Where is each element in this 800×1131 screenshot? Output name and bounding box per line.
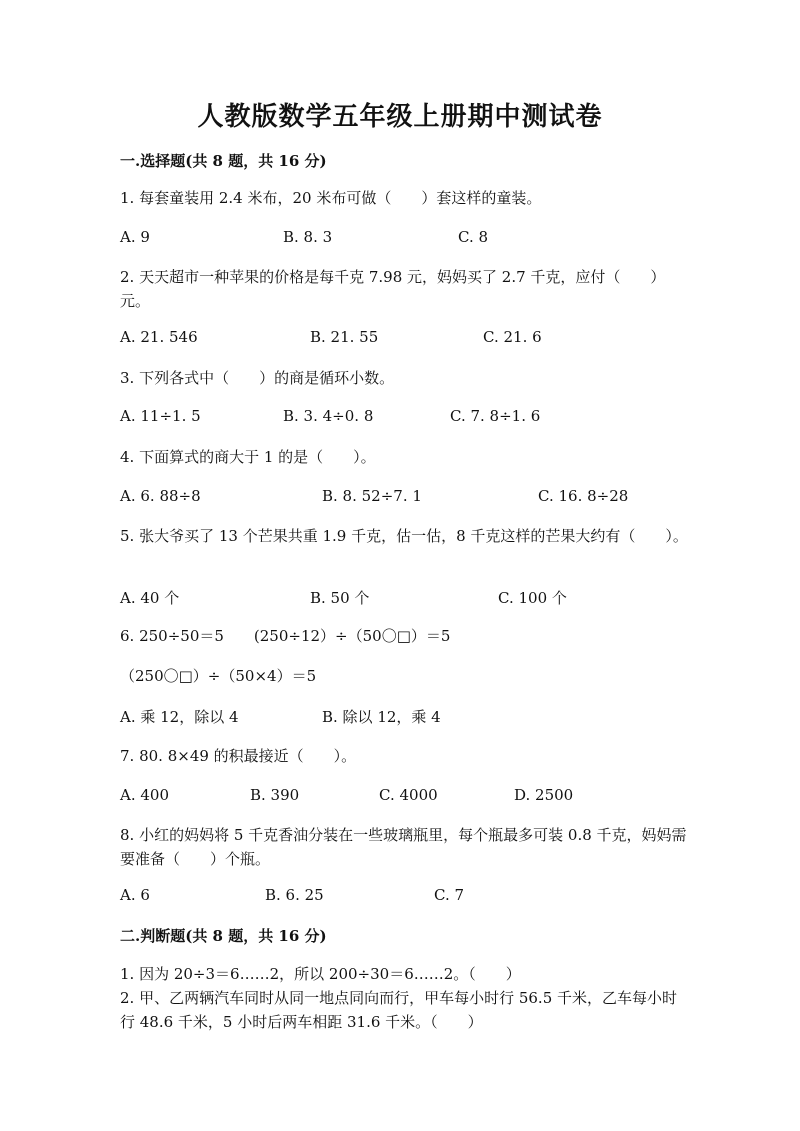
option-a: A. 9 [120, 228, 150, 246]
option-c: C. 7 [434, 886, 465, 904]
question-4: 4. 下面算式的商大于 1 的是（ ）。 [120, 448, 376, 466]
option-c: C. 8 [458, 228, 489, 246]
option-a: A. 乘 12，除以 4 [120, 708, 239, 726]
option-c: C. 21. 6 [483, 328, 542, 346]
option-b: B. 8. 52÷7. 1 [322, 487, 422, 505]
options-8 [120, 886, 690, 908]
option-a: A. 40 个 [120, 589, 180, 607]
question-6: 6. 250÷50＝5 (250÷12）÷（50〇□）＝5 [120, 627, 451, 645]
option-d: D. 2500 [514, 786, 574, 804]
options-3 [120, 407, 690, 429]
question-6-line-2: （250〇□）÷（50×4）＝5 [120, 667, 317, 685]
option-a: A. 11÷1. 5 [120, 407, 201, 425]
option-c: C. 4000 [379, 786, 438, 804]
question-5: 5. 张大爷买了 13 个芒果共重 1.9 千克，估一估，8 千克这样的芒果大约有（ ）。 [120, 527, 688, 545]
section-heading-judgement: 二.判断题(共 8 题，共 16 分) [120, 927, 327, 945]
section-heading-choice: 一.选择题(共 8 题，共 16 分) [120, 152, 327, 170]
page-title: 人教版数学五年级上册期中测试卷 [197, 102, 603, 132]
options-2 [120, 328, 690, 350]
option-b: B. 21. 55 [310, 328, 379, 346]
option-c: C. 16. 8÷28 [538, 487, 629, 505]
option-a: A. 400 [120, 786, 169, 804]
option-a: A. 6 [120, 886, 150, 904]
question-8: 8. 小红的妈妈将 5 千克香油分装在一些玻璃瓶里，每个瓶最多可装 0.8 千克，妈妈需要准备（ ）个瓶。 [120, 826, 687, 868]
options-7 [120, 786, 690, 808]
option-b: B. 8. 3 [283, 228, 333, 246]
option-a: A. 6. 88÷8 [120, 487, 201, 505]
option-a: A. 21. 546 [120, 328, 198, 346]
option-b: B. 390 [250, 786, 300, 804]
option-c: C. 7. 8÷1. 6 [450, 407, 541, 425]
question-7: 7. 80. 8×49 的积最接近（ ）。 [120, 747, 357, 765]
question-2: 2. 天天超市一种苹果的价格是每千克 7.98 元，妈妈买了 2.7 千克，应付（ ）元。 [120, 268, 666, 310]
options-1 [120, 228, 690, 250]
judgement-question-1: 1. 因为 20÷3＝6……2，所以 200÷30＝6……2。（ ） [120, 965, 521, 983]
option-b: B. 50 个 [310, 589, 370, 607]
options-4 [120, 487, 690, 509]
option-c: C. 100 个 [498, 589, 567, 607]
options-5 [120, 587, 690, 609]
judgement-question-2: 2. 甲、乙两辆汽车同时从同一地点同向而行，甲车每小时行 56.5 千米，乙车每小时行 48.6 千米，5 小时后两车相距 31.6 千米。（ ） [120, 989, 678, 1031]
options-6 [120, 706, 690, 728]
question-1: 1. 每套童装用 2.4 米布，20 米布可做（ ）套这样的童装。 [120, 189, 542, 207]
option-b: B. 6. 25 [265, 886, 324, 904]
question-3: 3. 下列各式中（ ）的商是循环小数。 [120, 369, 395, 387]
option-b: B. 3. 4÷0. 8 [283, 407, 374, 425]
option-b: B. 除以 12，乘 4 [322, 708, 441, 726]
